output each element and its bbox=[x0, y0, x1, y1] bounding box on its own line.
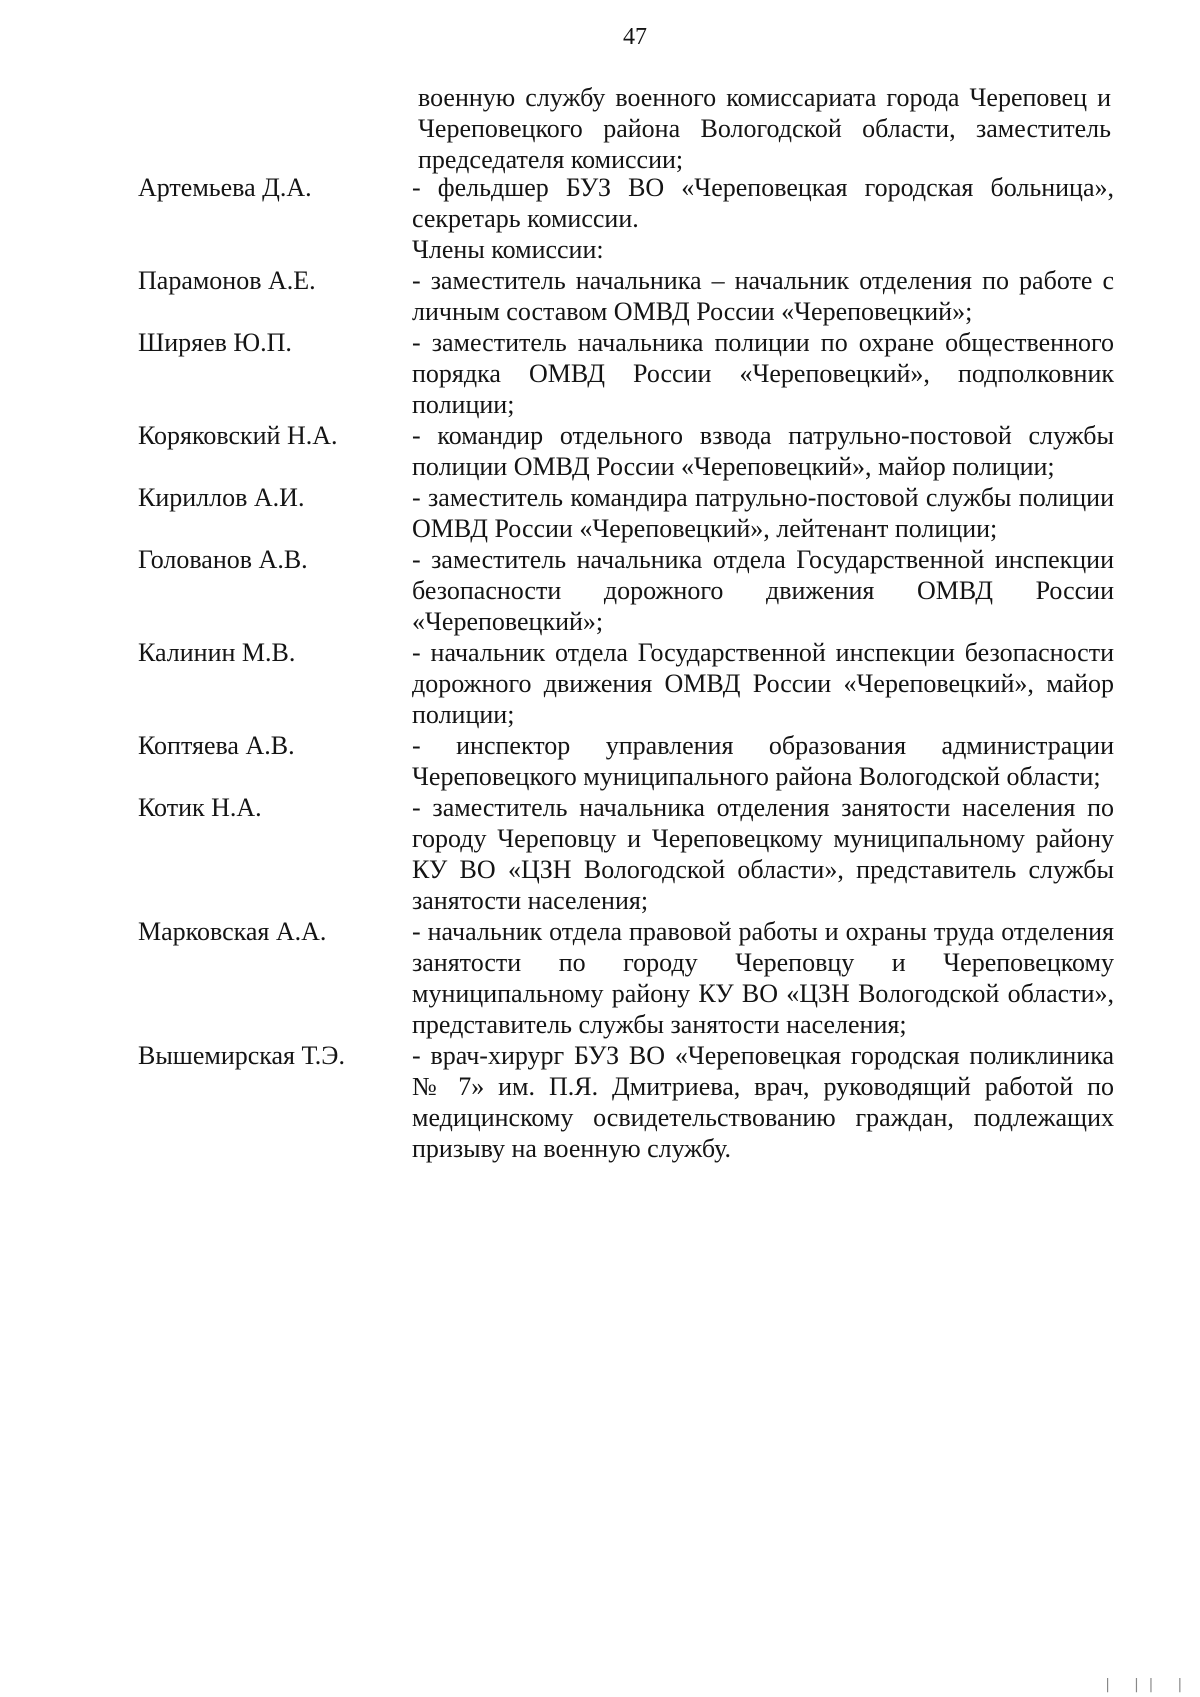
member-description: - фельдшер БУЗ ВО «Череповецкая городская больница», секретарь комиссии. bbox=[412, 173, 1114, 233]
member-name: Кириллов А.И. bbox=[138, 483, 305, 512]
member-description: - заместитель командира патрульно-постовой службы полиции ОМВД России «Череповецкий», лейтенант полиции; bbox=[412, 483, 1114, 543]
member-name: Ширяев Ю.П. bbox=[138, 328, 292, 357]
intro-paragraph bbox=[418, 82, 1111, 175]
member-description: - заместитель начальника отдела Государственной инспекции безопасности дорожного движения ОМВД России «Череповецкий»; bbox=[412, 545, 1114, 636]
member-description: - заместитель начальника полиции по охране общественного порядка ОМВД России «Череповецкий», подполковник полиции; bbox=[412, 328, 1114, 419]
member-name: Парамонов А.Е. bbox=[138, 266, 316, 295]
secretary-row bbox=[138, 172, 1114, 234]
member-name: Марковская А.А. bbox=[138, 917, 327, 946]
members-header: Члены комиссии: bbox=[412, 235, 604, 264]
member-row bbox=[138, 1040, 1114, 1164]
member-row bbox=[138, 327, 1114, 420]
scan-edge-marks: | || | bbox=[1103, 1677, 1190, 1693]
member-name: Коптяева А.В. bbox=[138, 731, 295, 760]
page-number: 47 bbox=[623, 24, 647, 50]
member-description: - инспектор управления образования администрации Череповецкого муниципального района Вологодской области; bbox=[412, 731, 1114, 791]
member-description: - командир отдельного взвода патрульно-постовой службы полиции ОМВД России «Череповецкий», майор полиции; bbox=[412, 421, 1114, 481]
member-description: - заместитель начальника – начальник отделения по работе с личным составом ОМВД России «Череповецкий»; bbox=[412, 266, 1114, 326]
member-name: Голованов А.В. bbox=[138, 545, 308, 574]
member-name: Калинин М.В. bbox=[138, 638, 296, 667]
member-description: - начальник отдела Государственной инспекции безопасности дорожного движения ОМВД России «Череповецкий», майор полиции; bbox=[412, 638, 1114, 729]
member-description: - начальник отдела правовой работы и охраны труда отделения занятости по городу Череповцу и Череповецкому муниципальному району КУ ВО «ЦЗН Вологодской области», представитель службы занятости населения; bbox=[412, 917, 1114, 1039]
commission-list bbox=[138, 172, 1114, 1164]
member-row bbox=[138, 265, 1114, 327]
member-name: Коряковский Н.А. bbox=[138, 421, 338, 450]
member-row bbox=[138, 792, 1114, 916]
member-row bbox=[138, 730, 1114, 792]
intro-text: военную службу военного комиссариата города Череповец и Череповецкого района Вологодской области, заместитель председателя комиссии; bbox=[418, 83, 1111, 174]
member-row bbox=[138, 637, 1114, 730]
member-row bbox=[138, 916, 1114, 1040]
member-description: - заместитель начальника отделения занятости населения по городу Череповцу и Череповецкому муниципальному району КУ ВО «ЦЗН Вологодской области», представитель службы занятости населения; bbox=[412, 793, 1114, 915]
member-row bbox=[138, 420, 1114, 482]
member-row bbox=[138, 482, 1114, 544]
member-name: Вышемирская Т.Э. bbox=[138, 1041, 345, 1070]
member-description: - врач-хирург БУЗ ВО «Череповецкая городская поликлиника № 7» им. П.Я. Дмитриева, врач, руководящий работой по медицинскому освидетельствованию граждан, подлежащих призыву на военную службу. bbox=[412, 1041, 1114, 1163]
member-name: Котик Н.А. bbox=[138, 793, 262, 822]
member-row bbox=[138, 544, 1114, 637]
member-name: Артемьева Д.А. bbox=[138, 173, 312, 202]
